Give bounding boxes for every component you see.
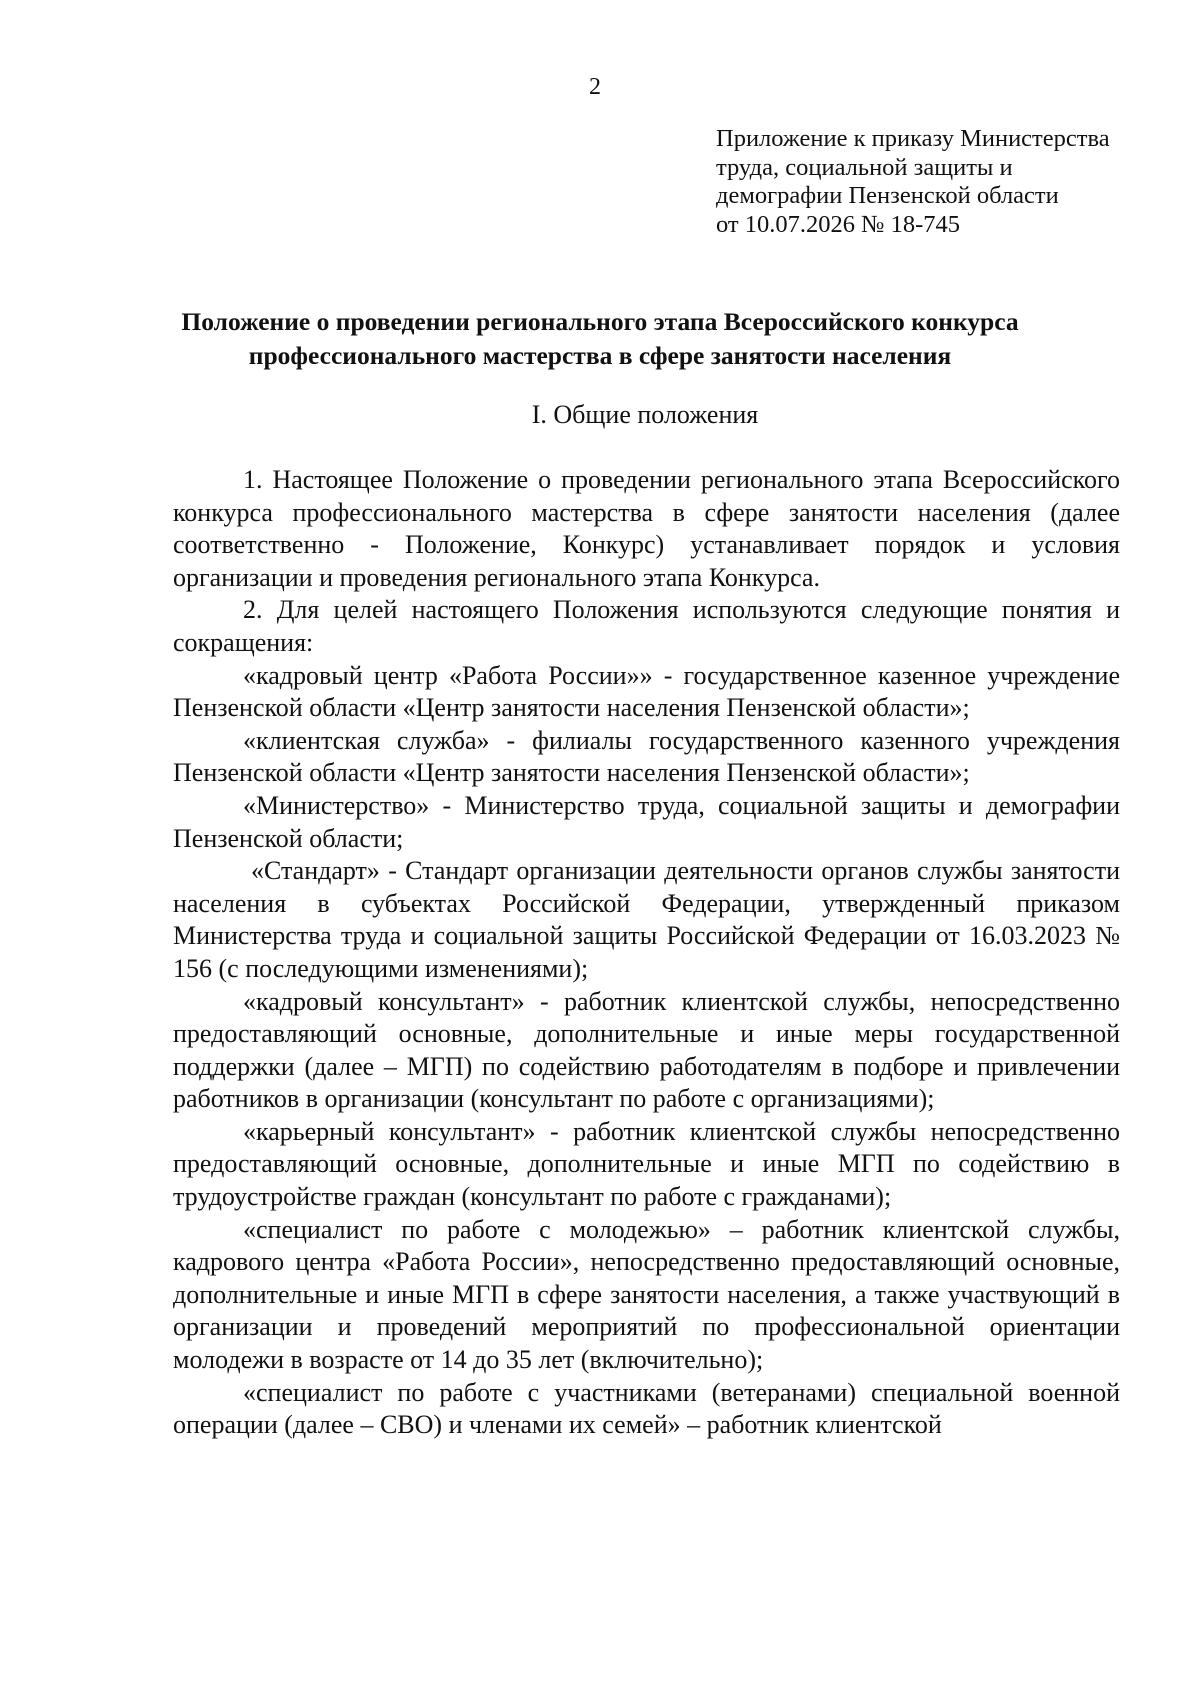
- definition-svo-specialist: «специалист по работе с участниками (ветеранами) специальной военной операции (далее – СВО) и членами их семей» – работник клиентской: [173, 1377, 1120, 1440]
- section-heading: I. Общие положения: [531, 400, 759, 429]
- document-title: [150, 305, 1050, 373]
- definition-hr-consultant: «кадровый консультант» - работник клиентской службы, непосредственно предоставляющий основные, дополнительные и иные меры государственной поддержки (далее – МГП) по содействию работодателям в подборе и привлечении работников в организации (консультант по работе с организациями);: [173, 986, 1120, 1114]
- document-title-line: профессионального мастерства в сфере занятости населения: [248, 341, 952, 370]
- appendix-line: труда, социальной защиты и: [716, 153, 1013, 181]
- definition-career-consultant: «карьерный консультант» - работник клиентской службы непосредственно предоставляющий основные, дополнительные и иные МГП по содействию в трудоустройстве граждан (консультант по работе с гражданами);: [173, 1116, 1120, 1212]
- appendix-block: [716, 125, 1156, 239]
- paragraph-item-2: 2. Для целей настоящего Положения используются следующие понятия и сокращения:: [173, 595, 1120, 657]
- appendix-line: Приложение к приказу Министерства: [716, 125, 1110, 152]
- body-text: [173, 464, 1120, 1442]
- definition-client-service: «клиентская служба» - филиалы государственного казенного учреждения Пензенской области «Центр занятости населения Пензенской области»;: [173, 725, 1120, 788]
- document-title-line: Положение о проведении регионального этапа Всероссийского конкурса: [181, 307, 1019, 336]
- paragraph-item-1: 1. Настоящее Положение о проведении регионального этапа Всероссийского конкурса профессионального мастерства в сфере занятости населения (далее соответственно - Положение, Конкурс) устанавливает порядок и условия организации и проведения регионального этапа Конкурса.: [173, 465, 1120, 592]
- definition-youth-specialist: «специалист по работе с молодежью» – работник клиентской службы, кадрового центра «Работа России», непосредственно предоставляющий основные, дополнительные и иные МГП в сфере занятости населения, а также участвующий в организации и проведений мероприятий по профессиональной ориентации молодежи в возрасте от 14 до 35 лет (включительно);: [173, 1214, 1120, 1375]
- definition-hr-center: «кадровый центр «Работа России»» - государственное казенное учреждение Пензенской области «Центр занятости населения Пензенской области»;: [173, 660, 1120, 723]
- definition-standard: «Стандарт» - Стандарт организации деятельности органов службы занятости населения в субъектах Российской Федерации, утвержденный приказом Министерства труда и социальной защиты Российской Федерации от 16.03.2023 № 156 (с последующими изменениями);: [173, 856, 1120, 983]
- page-number: 2: [589, 74, 601, 100]
- definition-ministry: «Министерство» - Министерство труда, социальной защиты и демографии Пензенской области;: [173, 790, 1120, 853]
- appendix-line: демографии Пензенской области: [716, 182, 1059, 209]
- appendix-date-number: от 10.07.2026 № 18-745: [716, 210, 961, 238]
